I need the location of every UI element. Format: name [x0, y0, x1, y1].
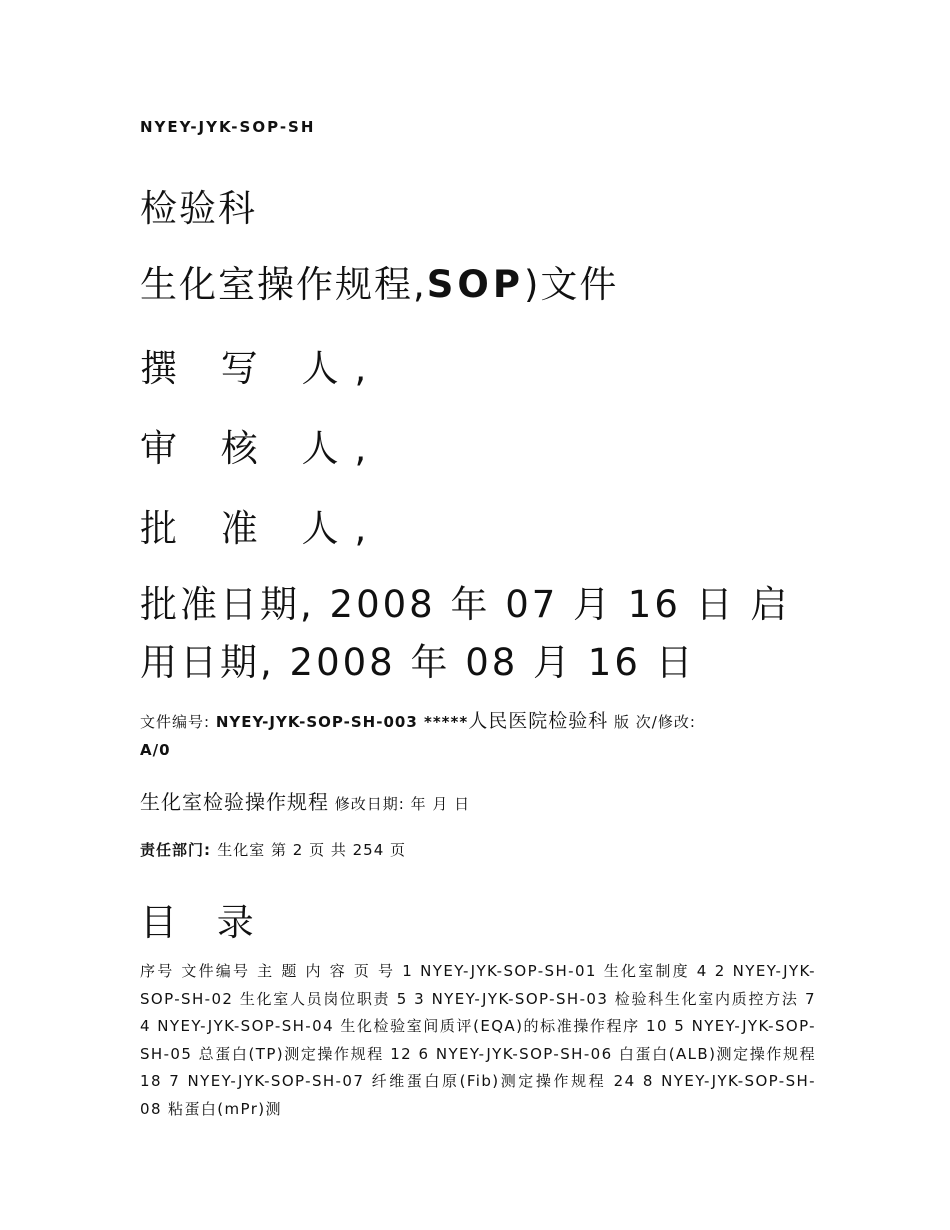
- toc-title: 目 录: [140, 901, 268, 944]
- author-line: 撰 写 人,: [140, 347, 383, 390]
- title-suffix: )文件: [524, 263, 619, 306]
- title-prefix: 生化室操作规程,: [140, 263, 427, 306]
- document-title: [140, 254, 618, 308]
- version-value: A/0: [140, 741, 171, 759]
- hospital-name: 人民医院检验科: [468, 710, 609, 732]
- toc-body: 序号 文件编号 主 题 内 容 页 号 1 NYEY-JYK-SOP-SH-01 生化室制度 4 2 NYEY-JYK-SOP-SH-02 生化室人员岗位职责 5 3 NYEY-JYK-SOP-SH-03 检验科生化室内质控方法 7 4 NYEY-JYK-SOP-SH-04 生化检验室间质评(EQA)的标准操作程序 10 5 NYEY-JYK-SOP-SH-05 总蛋白(TP)测定操作规程 12 6 NYEY-JYK-SOP-SH-06 白蛋白(ALB)测定操作规程 18 7 NYEY-JYK-SOP-SH-07 纤维蛋白原(Fib)测定操作规程 24 8 NYEY-JYK-SOP-SH-08 粘蛋白(mPr)测: [140, 962, 816, 1118]
- version-label: 版 次/修改:: [608, 713, 696, 731]
- responsible-value: 生化室 第 2 页 共 254 页: [217, 841, 407, 859]
- title-sop: SOP: [426, 263, 524, 306]
- procedure-line: [140, 786, 470, 815]
- responsible-line: [140, 839, 406, 860]
- file-no: NYEY-JYK-SOP-SH-003 *****: [215, 713, 469, 731]
- reviewer-line: 审 核 人,: [140, 427, 383, 470]
- procedure-name: 生化室检验操作规程: [140, 790, 329, 814]
- doc-code: NYEY-JYK-SOP-SH: [140, 118, 316, 136]
- responsible-label: 责任部门:: [140, 841, 218, 859]
- revision-date: 修改日期: 年 月 日: [329, 795, 471, 813]
- department-heading: 检验科: [140, 187, 257, 230]
- file-no-label: 文件编号:: [140, 713, 216, 731]
- approval-dates: 批准日期, 2008 年 07 月 16 日 启用日期, 2008 年 08 月 16 日: [140, 583, 791, 684]
- approver-line: 批 准 人,: [140, 507, 383, 550]
- file-number-line: [140, 707, 820, 764]
